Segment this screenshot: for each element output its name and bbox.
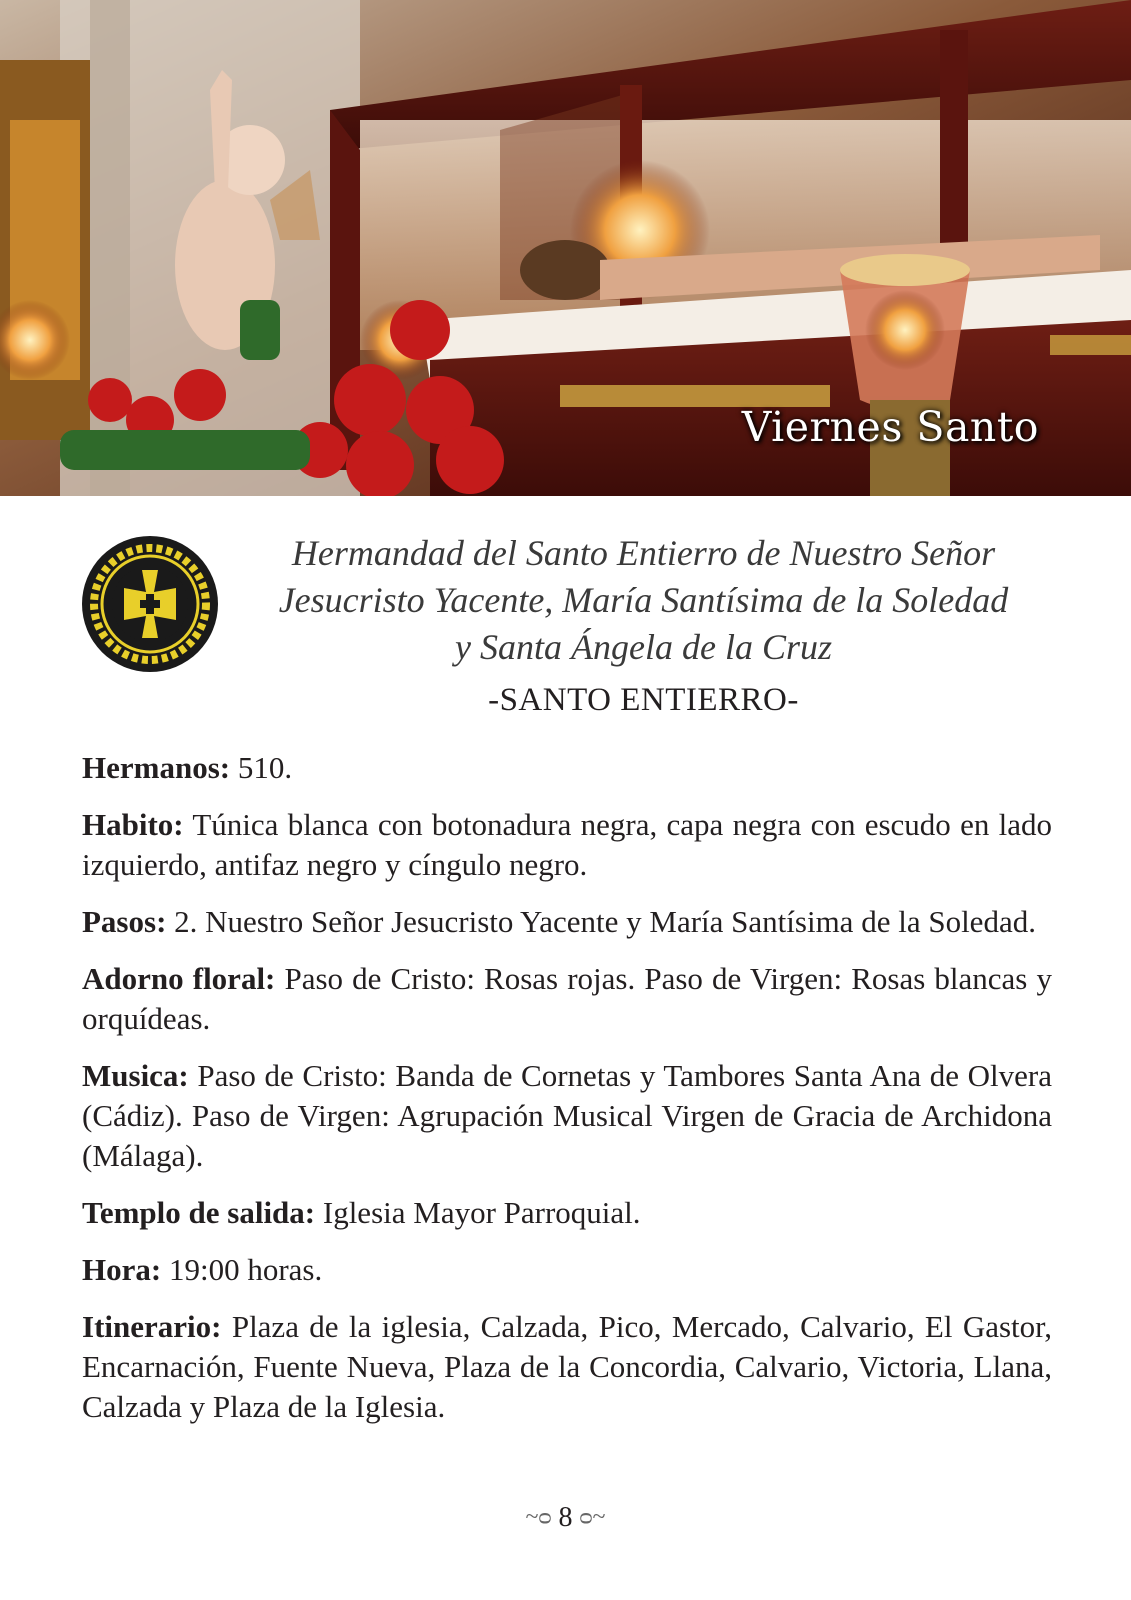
- info-label: Itinerario:: [82, 1309, 222, 1344]
- info-pasos: [82, 902, 1052, 942]
- title-line-2: Jesucristo Yacente, María Santísima de la Soledad: [278, 580, 1009, 620]
- hero-caption: Viernes Santo: [741, 403, 1039, 451]
- info-itinerario: [82, 1307, 1052, 1427]
- title-line-3: y Santa Ángela de la Cruz: [455, 627, 832, 667]
- info-section: [82, 748, 1052, 1444]
- info-hermanos: [82, 748, 1052, 788]
- info-value: Iglesia Mayor Parroquial.: [315, 1195, 641, 1230]
- title-line-1: Hermandad del Santo Entierro de Nuestro Señor: [291, 533, 996, 573]
- info-value: 2. Nuestro Señor Jesucristo Yacente y María Santísima de la Soledad.: [166, 904, 1036, 939]
- info-label: Hora:: [82, 1252, 162, 1287]
- info-value: 19:00 horas.: [161, 1252, 323, 1287]
- info-value: Paso de Cristo: Banda de Cornetas y Tambores Santa Ana de Olvera (Cádiz). Paso de Virgen: Agrupación Musical Virgen de Gracia de Archidona (Málaga).: [82, 1058, 1052, 1173]
- header-photo: [0, 0, 1131, 496]
- info-label: Musica:: [82, 1058, 189, 1093]
- info-value: Plaza de la iglesia, Calzada, Pico, Mercado, Calvario, El Gastor, Encarnación, Fuente Nueva, Plaza de la Concordia, Calvario, Victoria, Llana, Calzada y Plaza de la Iglesia.: [82, 1309, 1052, 1424]
- info-value: 510.: [230, 750, 293, 785]
- info-label: Pasos:: [82, 904, 167, 939]
- info-value: Paso de Cristo: Rosas rojas. Paso de Virgen: Rosas blancas y orquídeas.: [82, 961, 1052, 1036]
- info-templo: [82, 1193, 1052, 1233]
- page-footer: [0, 1502, 1131, 1534]
- info-label: Adorno floral:: [82, 961, 276, 996]
- ornament-right-icon: ᴑ~: [579, 1504, 606, 1530]
- info-musica: [82, 1056, 1052, 1176]
- info-value: Túnica blanca con botonadura negra, capa negra con escudo en lado izquierdo, antifaz negro y cíngulo negro.: [82, 807, 1052, 882]
- page-number: 8: [558, 1502, 573, 1533]
- info-adorno: [82, 959, 1052, 1039]
- info-label: Habito:: [82, 807, 184, 842]
- brotherhood-title: [236, 530, 1051, 671]
- brotherhood-subtitle: -SANTO ENTIERRO-: [488, 682, 799, 718]
- info-habito: [82, 805, 1052, 885]
- info-hora: [82, 1250, 1052, 1290]
- crown-of-thorns-cross-emblem-icon: [80, 534, 220, 674]
- info-label: Templo de salida:: [82, 1195, 316, 1230]
- ornament-left-icon: ~ᴑ: [525, 1504, 552, 1530]
- info-label: Hermanos:: [82, 750, 231, 785]
